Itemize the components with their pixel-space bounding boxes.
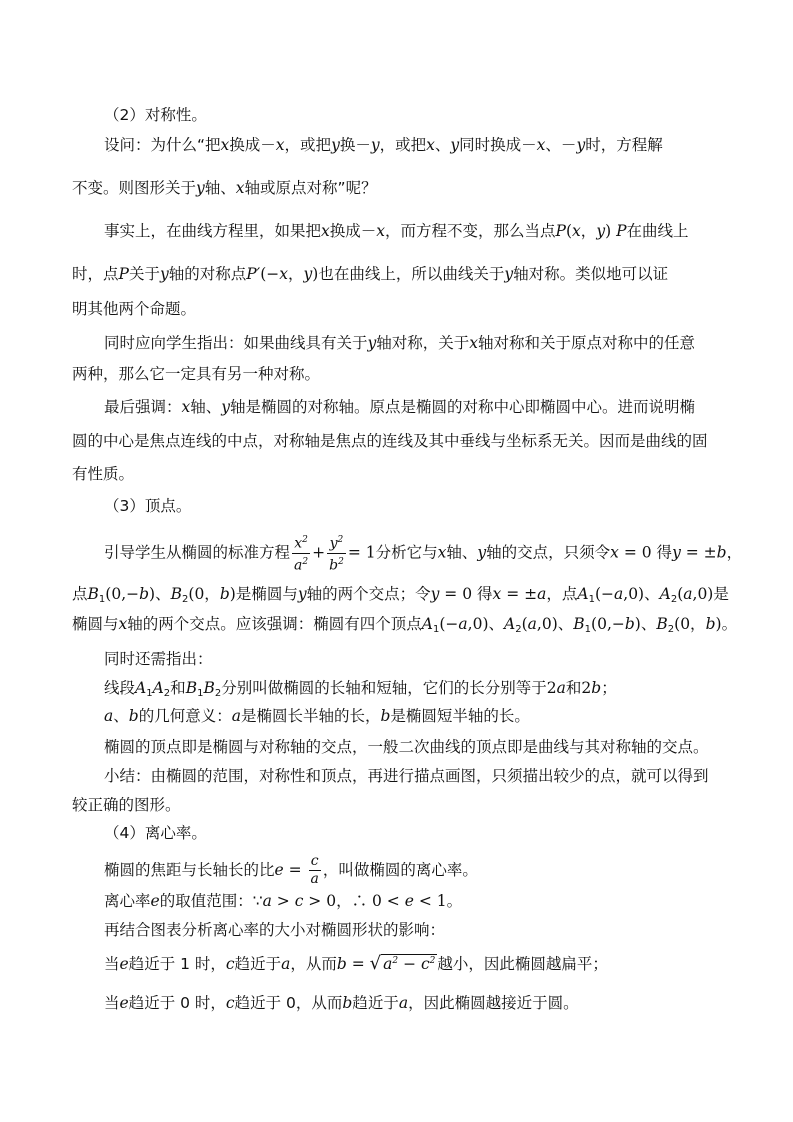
paragraph-line: 同时应向学生指出：如果曲线具有关于y轴对称，关于x轴对称和关于原点对称中的任意 [104,334,696,352]
paragraph-line: 线段A1A2和B1B2分别叫做椭圆的长轴和短轴，它们的长分别等于2a和2b； [104,679,617,699]
fraction-c-a: $\frac{c}{a}$ [310,853,319,887]
section-heading-vertices: （3）顶点。 [104,497,192,515]
paragraph-line: 较正确的图形。 [72,796,181,814]
paragraph-line: 时，点P关于y轴的对称点P′(−x，y)也在曲线上，所以曲线关于y轴对称。类似地可以证 [72,265,669,283]
section-heading-symmetry: （2）对称性。 [104,106,207,124]
paragraph-line: 两种，那么它一定具有另一种对称。 [72,365,321,383]
paragraph-line: 当e趋近于 1 时，c趋近于a，从而b = √ $a^2 - c^2$ 越小，因此椭圆越扁平； [104,953,608,975]
paragraph-line: 点B1(0,−b)、B2(0，b)是椭圆与y轴的两个交点；令y = 0 得x = ±a，点A1(−a,0)、A2(a,0)是 [72,585,729,605]
paragraph-line: 引导学生从椭圆的标准方程 $\frac{x^2}{a^2}$ + $\frac{y^2}{b^2}$ = 1分析它与x轴、y轴的交点，只须令x = 0 得y = ±b， [104,532,742,574]
paragraph-line: 椭圆与x轴的两个交点。应该强调：椭圆有四个顶点A1(−a,0)、A2(a,0)、B1(0,−b)、B2(0，b)。 [72,615,738,635]
paragraph-line: 圆的中心是焦点连线的中点，对称轴是焦点的连线及其中垂线与坐标系无关。因而是曲线的固 [72,432,708,450]
paragraph-line: 明其他两个命题。 [72,300,197,318]
paragraph-line: 设问：为什么“把x换成－x，或把y换－y，或把x、y同时换成－x、－y时，方程解 [104,136,663,154]
paragraph-line: 事实上，在曲线方程里，如果把x换成－x，而方程不变，那么当点P(x，y) P在曲线上 [104,222,689,240]
paragraph-line: 小结：由椭圆的范围，对称性和顶点，再进行描点画图，只须描出较少的点，就可以得到 [104,767,709,785]
fraction-x2-a2: $\frac{x^2}{a^2}$ [292,532,310,574]
paragraph-line: 椭圆的焦距与长轴长的比e = $\frac{c}{a}$ ，叫做椭圆的离心率。 [104,853,478,887]
paragraph-line: 椭圆的顶点即是椭圆与对称轴的交点，一般二次曲线的顶点即是曲线与其对称轴的交点。 [104,738,709,756]
paragraph-line: 同时还需指出： [104,650,213,668]
paragraph-line: 当e趋近于 0 时，c趋近于 0，从而b趋近于a，因此椭圆越接近于圆。 [104,994,579,1012]
section-heading-eccentricity: （4）离心率。 [104,824,207,842]
paragraph-line: 离心率e的取值范围：∵a > c > 0，∴ 0 < e < 1。 [104,892,463,910]
paragraph-line: 再结合图表分析离心率的大小对椭圆形状的影响： [104,921,446,939]
paragraph-line: a、b的几何意义：a是椭圆长半轴的长，b是椭圆短半轴的长。 [104,707,530,725]
fraction-y2-b2: $\frac{y^2}{b^2}$ [327,532,346,574]
sqrt-expression: √ $a^2 - c^2$ [369,953,436,975]
paragraph-line: 不变。则图形关于y轴、x轴或原点对称”呢？ [72,179,377,197]
paragraph-line: 有性质。 [72,465,135,483]
paragraph-line: 最后强调：x轴、y轴是椭圆的对称轴。原点是椭圆的对称中心即椭圆中心。进而说明椭 [104,398,696,416]
